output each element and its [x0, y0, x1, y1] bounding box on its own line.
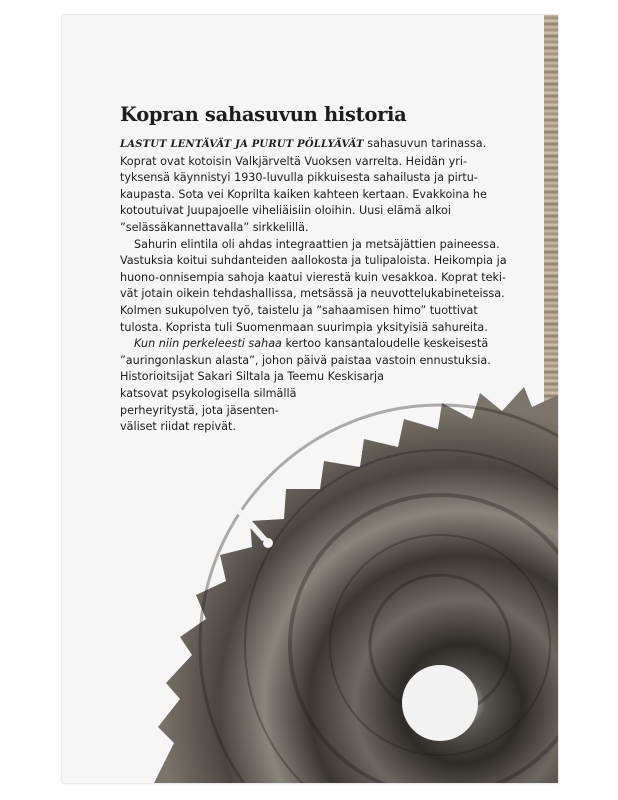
back-cover-text [120, 103, 540, 436]
book-name-italic: Kun niin perkeleesti sahaa [134, 337, 282, 351]
saw-arbor-hole [402, 665, 478, 741]
paragraph-sahuri: Sahurin elintila oli ahdas integraattien ja metsäjättien paineessa. Vastuksia koitui suhdanteiden aallokosta ja tulipaloista. Heikompia ja huono-onnisempia sahoja kaatui vierestä kuin vesakkoa. Koprat teki- vät jotain oikein tehdashallissa, metsässä ja neuvottelukabineteissa. Kolmen sukupolven työ, taistelu ja ”sahaamisen himo” tuottivat tulosta. Koprista tuli Suomenmaan suurimpia yksityisiä sahureita. [120, 237, 507, 334]
book-back-cover [62, 15, 558, 783]
paragraph-intro: LASTUT LENTÄVÄT JA PURUT PÖLLYÄVÄT sahasuvun tarinassa. Koprat ovat kotoisin Valkjärveltä Vuoksen varrelta. Heidän yri- tyksensä käynnistyi 1930-luvulla pikkuisesta sahailusta ja pirtu- kaupasta. Sota vei Koprilta kaiken kahteen kertaan. Evakkoina he kotoutuivat Juupajoelle viheliäisiin oloihin. Uusi elämä alkoi ”selässäkannettavalla” sirkkelillä. [120, 137, 487, 234]
book-title: Kopran sahasuvun historia [120, 103, 407, 126]
paragraph-authors: Kun niin perkeleesti sahaa kertoo kansantaloudelle keskeisestä ”auringonlaskun alasta”, johon päivä paistaa vastoin ennustuksia. Historioitsijat Sakari Siltala ja Teemu Keskisarja katsovat psykologisella silmällä perheyritystä, jota jäsenten- väliset riidat repivät. [120, 337, 491, 434]
lead-in-caps: LASTUT LENTÄVÄT JA PURUT PÖLLYÄVÄT [120, 139, 364, 150]
